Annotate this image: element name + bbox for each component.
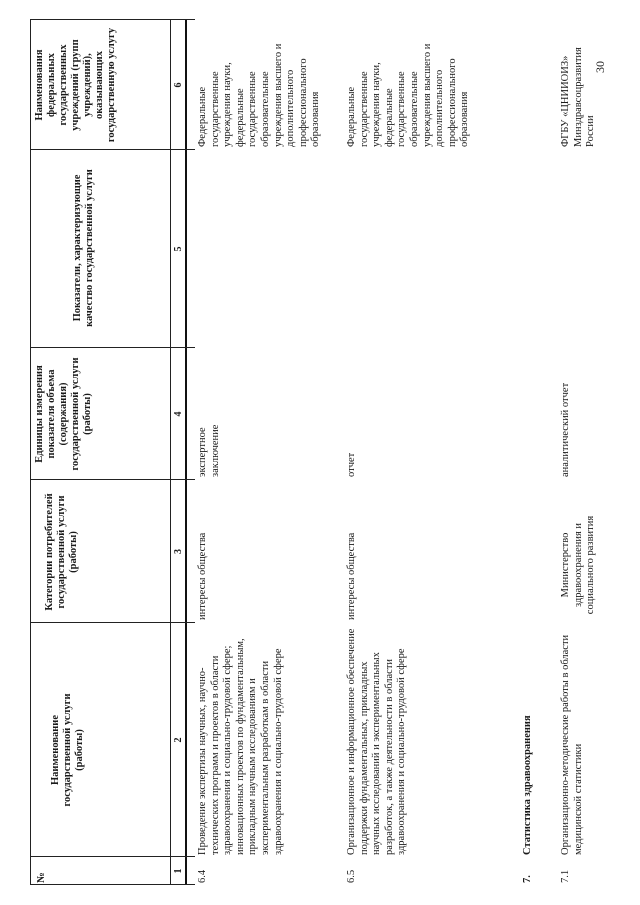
section-7-number: 7.: [522, 875, 533, 883]
row-7-1-consumers: Министерство здравоохранения и социального развития: [560, 515, 597, 615]
column-number-2: 2: [173, 737, 184, 743]
row-6-4-service-name: Проведение экспертизы научных, научно-технических программ и проектов в области здравоохранения и социально-трудовой сфере; инновационных проектов по фундаментальным, прикладным научным исследованиям и экспериментальным разработкам в области здравоохранения и социально-трудовой сфере: [197, 638, 284, 855]
row-6-5-service-name: Организационное и информационное обеспечение поддержки фундаментальных, прикладных научных исследований и экспериментальных разработок, а также деятельности в области здравоохранения и социально-трудовой сфере: [346, 628, 408, 855]
column-number-6: 6: [173, 82, 184, 88]
column-number-1: 1: [173, 868, 184, 874]
row-7-1-number: 7.1: [560, 869, 571, 883]
row-6-4-consumers: интересы общества: [197, 532, 208, 620]
row-6-5-consumers: интересы общества: [346, 532, 357, 620]
row-6-5-institutions: Федеральные государственные учреждения науки, федеральные государственные образовательные учреждения высшего и дополнительного профессионального образования: [346, 43, 471, 147]
row-7-1-service-name: Организационно-методические работы в области медицинской статистики: [560, 634, 584, 855]
row-6-4-unit: экспертное заключение: [197, 424, 221, 477]
page-number: 30: [593, 61, 607, 73]
row-7-1-unit: аналитический отчет: [560, 382, 571, 477]
table-border-left: [30, 884, 195, 885]
row-6-4-number: 6.4: [197, 869, 208, 883]
header-institutions: Наименования федеральных государственных учреждений (групп учреждений), оказывающих государственную услугу: [34, 27, 117, 143]
header-service-name: Наименование государственной услуги (работы): [50, 693, 85, 807]
row-6-5-unit: отчет: [346, 452, 357, 477]
column-divider-1: [30, 856, 195, 857]
rotated-table: [30, 15, 630, 885]
header-number: №: [36, 872, 47, 883]
section-7-title: Статистика здравоохранения: [522, 715, 533, 855]
row-6-5-number: 6.5: [346, 869, 357, 883]
row-7-1-institutions: ФГБУ «ЦНИИОИЗ» Минздравсоцразвития России: [560, 47, 597, 147]
column-divider-2: [30, 622, 195, 623]
header-consumers: Категории потребителей государственной услуги (работы): [44, 493, 79, 611]
row-6-4-institutions: Федеральные государственные учреждения науки, федеральные государственные образовательные учреждения высшего и дополнительного профессионального образования: [197, 43, 322, 147]
column-number-4: 4: [173, 411, 184, 417]
header-unit: Единицы измерения показателя объема (содержания) государственной услуги (работы): [34, 357, 93, 471]
table-border-right: [30, 19, 195, 20]
column-divider-5: [30, 149, 195, 150]
column-number-3: 3: [173, 549, 184, 554]
header-quality: Показатели, характеризующие качество государственной услуги: [72, 169, 95, 327]
column-divider-3: [30, 479, 195, 480]
column-number-5: 5: [173, 246, 184, 252]
column-divider-4: [30, 347, 195, 348]
